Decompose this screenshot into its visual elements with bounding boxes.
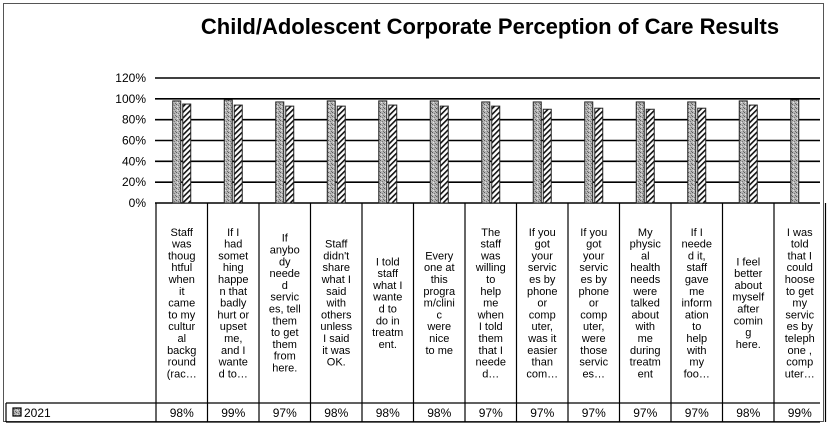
bar-hatched — [440, 106, 448, 203]
chart-title: Child/Adolescent Corporate Perception of Care Results — [200, 14, 780, 39]
bar-2021 — [430, 101, 438, 203]
bar-2021 — [636, 102, 644, 203]
bar-2021 — [276, 102, 284, 203]
data-table — [6, 203, 826, 422]
bar-hatched — [492, 106, 500, 203]
category-label: I was told that I could hoose to get my servic es by teleph one , comp uter… — [784, 226, 815, 381]
category-label: I told staff what I wante d to do in treatm ent. — [372, 256, 404, 351]
category-label: Staff didn't share what I said with others unless I said it was OK. — [320, 238, 353, 369]
y-tick-label: 120% — [115, 71, 146, 85]
data-label: 97% — [478, 406, 503, 420]
bar-2021 — [739, 101, 747, 203]
category-label: I feel better about myself after comin g here. — [732, 256, 765, 351]
y-tick-label: 20% — [121, 175, 146, 190]
data-label: 99% — [221, 406, 246, 420]
data-label: 97% — [684, 406, 709, 420]
bar-2021 — [533, 102, 541, 203]
data-label: 97% — [272, 406, 297, 420]
category-label: Every one at this progra m/clini c were nice to me — [423, 250, 456, 357]
category-label: The staff was willing to help me when I told them that I neede d… — [475, 226, 507, 381]
y-tick-label: 0% — [128, 196, 146, 210]
bar-2021 — [327, 101, 335, 203]
grid-layer — [115, 71, 820, 210]
category-label: If anybo dy neede d servic es, tell them to get them from here. — [268, 232, 301, 375]
bar-hatched — [337, 106, 345, 203]
bar-hatched — [543, 109, 551, 203]
bar-2021 — [224, 100, 232, 203]
bar-layer — [173, 100, 799, 203]
bar-hatched — [646, 109, 654, 203]
bar-hatched — [749, 105, 757, 203]
category-label: If I neede d it, staff gave me inform ation to help with my foo… — [681, 226, 713, 381]
bar-hatched — [183, 104, 191, 203]
bar-2021 — [585, 102, 593, 203]
category-label: If you got your servic es by phone or comp uter, were those servic es… — [578, 226, 610, 381]
bar-hatched — [389, 105, 397, 203]
bar-2021 — [791, 100, 799, 203]
category-label: Staff was thoug htful when it came to my cultur al backg round (rac… — [166, 226, 197, 381]
bar-hatched — [234, 105, 242, 203]
bar-hatched — [698, 108, 706, 203]
data-label: 98% — [375, 406, 400, 420]
y-tick-label: 80% — [121, 112, 146, 127]
legend-label-2021: 2021 — [24, 406, 51, 420]
data-label: 98% — [324, 406, 349, 420]
category-label: If I had somet hing happe n that badly hurt or upset me, and I wante d to… — [217, 226, 250, 381]
bar-hatched — [595, 108, 603, 203]
data-label: 97% — [633, 406, 658, 420]
data-label: 97% — [530, 406, 555, 420]
data-label: 98% — [169, 406, 194, 420]
y-tick-label: 60% — [121, 133, 146, 148]
data-label: 97% — [581, 406, 606, 420]
category-label: My physic al health needs were talked about with me during treatm ent — [629, 226, 661, 381]
legend-swatch-2021 — [13, 408, 21, 416]
y-tick-label: 100% — [115, 91, 146, 106]
data-label: 98% — [427, 406, 452, 420]
category-label: If you got your servic es by phone or comp uter, was it easier than com… — [526, 226, 559, 381]
bar-hatched — [286, 106, 294, 203]
bar-2021 — [688, 102, 696, 203]
bar-2021 — [379, 101, 387, 203]
bar-2021 — [482, 102, 490, 203]
y-tick-label: 40% — [121, 154, 146, 169]
data-label: 98% — [736, 406, 761, 420]
bar-2021 — [173, 101, 181, 203]
data-label: 99% — [787, 406, 812, 420]
